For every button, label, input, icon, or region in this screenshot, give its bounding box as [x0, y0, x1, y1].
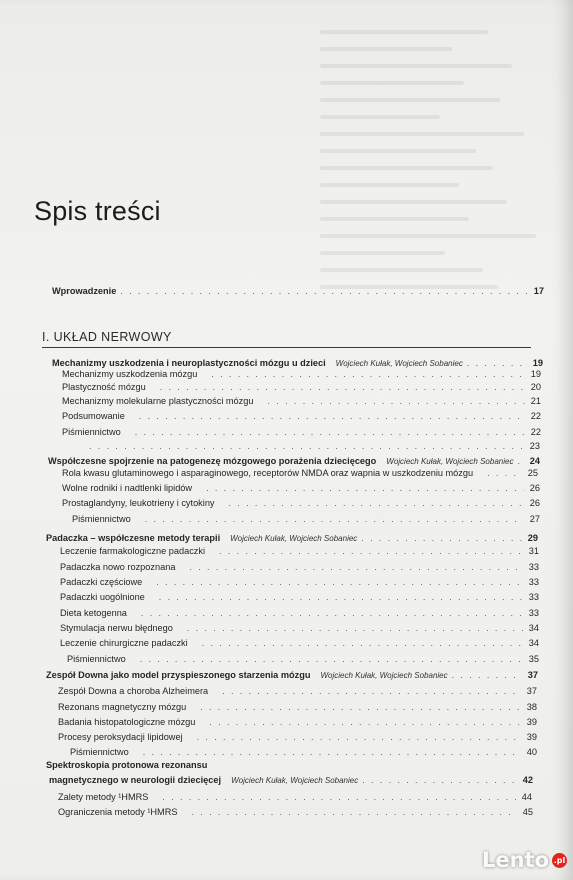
toc-entry [58, 730, 537, 744]
toc-entry [60, 590, 539, 604]
dot-leader [202, 636, 523, 650]
section-heading: I. UKŁAD NERWOWY [42, 330, 172, 344]
toc-entry-author: Wojciech Kułak, Wojciech Sobaniec [386, 457, 514, 466]
toc-entry [60, 560, 539, 574]
toc-entry-page: 26 [529, 483, 540, 493]
toc-entry-label: Padaczki uogólnione [60, 592, 145, 602]
toc-entry [60, 544, 539, 558]
section-divider [42, 347, 531, 348]
toc-entry [62, 380, 541, 394]
dot-leader [209, 715, 521, 729]
dot-leader [487, 466, 522, 480]
dot-leader [452, 668, 522, 682]
toc-entry-label: Piśmiennictwo [62, 427, 121, 437]
dot-leader [89, 439, 524, 453]
toc-entry-label: Badania histopatologiczne mózgu [58, 717, 196, 727]
toc-entry-label: Wprowadzenie [52, 286, 117, 296]
toc-entry-label: Procesy peroksydacji lipidowej [58, 732, 183, 742]
toc-entry [46, 758, 346, 772]
toc-entry [58, 790, 532, 804]
dot-leader [191, 805, 517, 819]
toc-entry-label: Zespół Downa a choroba Alzheimera [58, 686, 209, 696]
toc-entry [67, 652, 539, 666]
toc-entry-page: 24 [529, 456, 540, 466]
toc-entry-page: 34 [528, 623, 539, 633]
toc-entry [62, 496, 540, 510]
toc-entry-label: Piśmiennictwo [72, 514, 131, 524]
dot-leader [159, 590, 523, 604]
dot-leader [362, 773, 517, 787]
toc-entry-label: Podsumowanie [62, 411, 125, 421]
toc-entry-page: 42 [522, 775, 533, 785]
toc-entry-page: 33 [528, 592, 539, 602]
toc-entry-author: Wojciech Kułak, Wojciech Sobaniec [231, 776, 359, 785]
toc-entry-label: Współczesne spojrzenie na patogenezę mózgowego porażenia dziecięcego [48, 456, 377, 466]
toc-entry-label: Mechanizmy uszkodzenia i neuroplastyczności mózgu u dzieci [52, 358, 326, 368]
toc-entry-page: 39 [526, 717, 537, 727]
toc-entry-label: Prostaglandyny, leukotrieny i cytokiny [62, 498, 215, 508]
toc-entry-label: Wolne rodniki i nadtlenki lipidów [62, 483, 193, 493]
dot-leader [143, 745, 521, 759]
toc-entry-page: 22 [530, 427, 541, 437]
toc-entry-label: Leczenie farmakologiczne padaczki [60, 546, 206, 556]
toc-entry-label: Stymulacja nerwu błędnego [60, 623, 173, 633]
toc-entry-label: Piśmiennictwo [70, 747, 129, 757]
toc-entry [58, 715, 537, 729]
dot-leader [187, 621, 523, 635]
toc-entry [62, 409, 541, 423]
toc-entry [46, 668, 538, 682]
toc-entry-page: 45 [522, 807, 533, 817]
toc-entry-page: 33 [528, 608, 539, 618]
toc-entry-page: 37 [527, 670, 538, 680]
toc-entry [60, 621, 539, 635]
toc-entry [49, 773, 533, 787]
toc-entry-page: 34 [528, 638, 539, 648]
toc-entry-page: 17 [533, 286, 544, 296]
toc-entry [60, 606, 539, 620]
toc-entry-author: Wojciech Kułak, Wojciech Sobaniec [335, 359, 463, 368]
toc-entry [72, 512, 540, 526]
dot-leader [206, 481, 524, 495]
dot-leader [135, 425, 525, 439]
toc-entry-page: 35 [528, 654, 539, 664]
dot-leader [200, 700, 521, 714]
toc-entry-page: 21 [530, 396, 541, 406]
dot-leader [162, 790, 516, 804]
toc-entry-page: 19 [530, 369, 541, 379]
toc-entry-page: 25 [527, 468, 538, 478]
toc-entry-label: Mechanizmy molekularne plastyczności mózgu [62, 396, 254, 406]
toc-entry-page: 44 [521, 792, 532, 802]
dot-leader [267, 394, 525, 408]
dot-leader [141, 606, 523, 620]
toc-entry [75, 439, 540, 453]
toc-entry-label: Zespół Downa jako model przyspieszonego starzenia mózgu [46, 670, 311, 680]
dot-leader [160, 380, 525, 394]
toc-entry-page: 26 [529, 498, 540, 508]
toc-entry-page: 27 [529, 514, 540, 524]
toc-entry-page: 33 [528, 577, 539, 587]
dot-leader [145, 512, 524, 526]
toc-entry [62, 367, 541, 381]
dot-leader [219, 544, 523, 558]
dot-leader [140, 652, 523, 666]
dot-leader [211, 367, 525, 381]
bleed-through-text [320, 30, 560, 290]
toc-entry-label: Spektroskopia protonowa rezonansu [46, 760, 208, 770]
toc-entry-label: Plastyczność mózgu [62, 382, 146, 392]
dot-leader [139, 409, 525, 423]
dot-leader [229, 496, 524, 510]
dot-leader [361, 531, 522, 545]
toc-entry-author: Wojciech Kułak, Wojciech Sobaniec [230, 534, 358, 543]
dot-leader [197, 730, 521, 744]
toc-entry [58, 700, 537, 714]
watermark-text: Lento [481, 848, 549, 872]
watermark-logo [482, 848, 567, 872]
toc-entry [58, 684, 537, 698]
toc-entry-page: 29 [527, 533, 538, 543]
toc-entry-page: 40 [526, 747, 537, 757]
toc-entry-label: Padaczki częściowe [60, 577, 143, 587]
toc-entry [62, 425, 541, 439]
toc-entry-label: Padaczka – współczesne metody terapii [46, 533, 221, 543]
toc-entry [58, 805, 533, 819]
toc-entry-label: Zalety metody ¹HMRS [58, 792, 149, 802]
toc-entry-label: Dieta ketogenna [60, 608, 127, 618]
dot-leader [189, 560, 523, 574]
toc-entry-page: 31 [528, 546, 539, 556]
toc-entry [62, 394, 541, 408]
toc-entry-label: Mechanizmy uszkodzenia mózgu [62, 369, 198, 379]
page-title: Spis treści [34, 196, 161, 226]
dot-leader [156, 575, 523, 589]
toc-entry [60, 575, 539, 589]
toc-entry-intro [52, 284, 544, 298]
toc-entry-label: Leczenie chirurgiczne padaczki [60, 638, 188, 648]
toc-entry [46, 531, 538, 545]
toc-entry-label: Rezonans magnetyczny mózgu [58, 702, 187, 712]
toc-entry [60, 636, 539, 650]
toc-entry-page: 33 [528, 562, 539, 572]
toc-entry-page: 20 [530, 382, 541, 392]
toc-entry-label: Rola kwasu glutaminowego i asparaginowego, receptorów NMDA oraz wapnia w uszkodzeniu mózgu [62, 468, 474, 478]
toc-entry-label: Ograniczenia metody ¹HMRS [58, 807, 178, 817]
toc-entry-label: Padaczka nowo rozpoznana [60, 562, 176, 572]
toc-entry-label: magnetycznego w neurologii dziecięcej [49, 775, 222, 785]
toc-entry [70, 745, 537, 759]
toc-entry-label: Piśmiennictwo [67, 654, 126, 664]
toc-entry [62, 481, 540, 495]
toc-entry-page: 19 [532, 358, 543, 368]
toc-entry-page: 37 [526, 686, 537, 696]
toc-entry-page: 38 [526, 702, 537, 712]
toc-entry-page: 23 [529, 441, 540, 451]
toc-entry-page: 39 [526, 732, 537, 742]
toc-entry [62, 466, 538, 480]
toc-entry-page: 22 [530, 411, 541, 421]
dot-leader [120, 284, 528, 298]
toc-entry-author: Wojciech Kułak, Wojciech Sobaniec [320, 671, 448, 680]
watermark-badge: .pl [552, 853, 567, 868]
dot-leader [222, 684, 521, 698]
